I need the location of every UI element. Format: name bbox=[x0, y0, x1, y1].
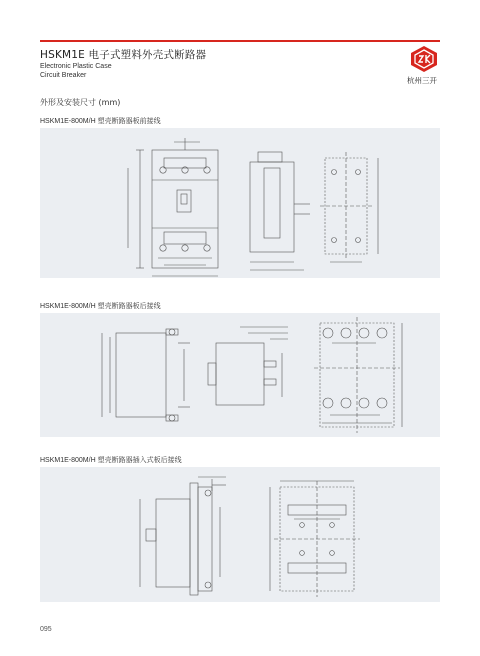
figure-caption-plug-in-rear-wiring: HSKM1E-800M/H 塑壳断路器插入式板后接线 bbox=[40, 457, 182, 464]
page-title: HSKM1E 电子式塑料外壳式断路器 bbox=[40, 49, 207, 61]
dimension-drawing-plug-in-rear-wiring bbox=[40, 467, 440, 602]
english-subtitle-line2: Circuit Breaker bbox=[40, 72, 87, 79]
drawing-panel-rear-wiring bbox=[40, 313, 440, 437]
brand-name: 杭州三开 bbox=[407, 76, 437, 85]
figure-caption-rear-wiring: HSKM1E-800M/H 塑壳断路器板后接线 bbox=[40, 303, 161, 310]
english-subtitle-line1: Electronic Plastic Case bbox=[40, 63, 112, 70]
header-rule bbox=[40, 40, 440, 42]
dimension-drawing-rear-wiring bbox=[40, 313, 440, 437]
drawing-panel-plug-in-rear-wiring bbox=[40, 467, 440, 602]
section-heading: 外形及安装尺寸 (mm) bbox=[40, 98, 121, 107]
page-number: 095 bbox=[40, 626, 52, 633]
brand-logo bbox=[409, 45, 439, 73]
figure-caption-front-wiring: HSKM1E-800M/H 塑壳断路器板前接线 bbox=[40, 118, 161, 125]
dimension-drawing-front-wiring bbox=[40, 128, 440, 278]
drawing-panel-front-wiring bbox=[40, 128, 440, 278]
